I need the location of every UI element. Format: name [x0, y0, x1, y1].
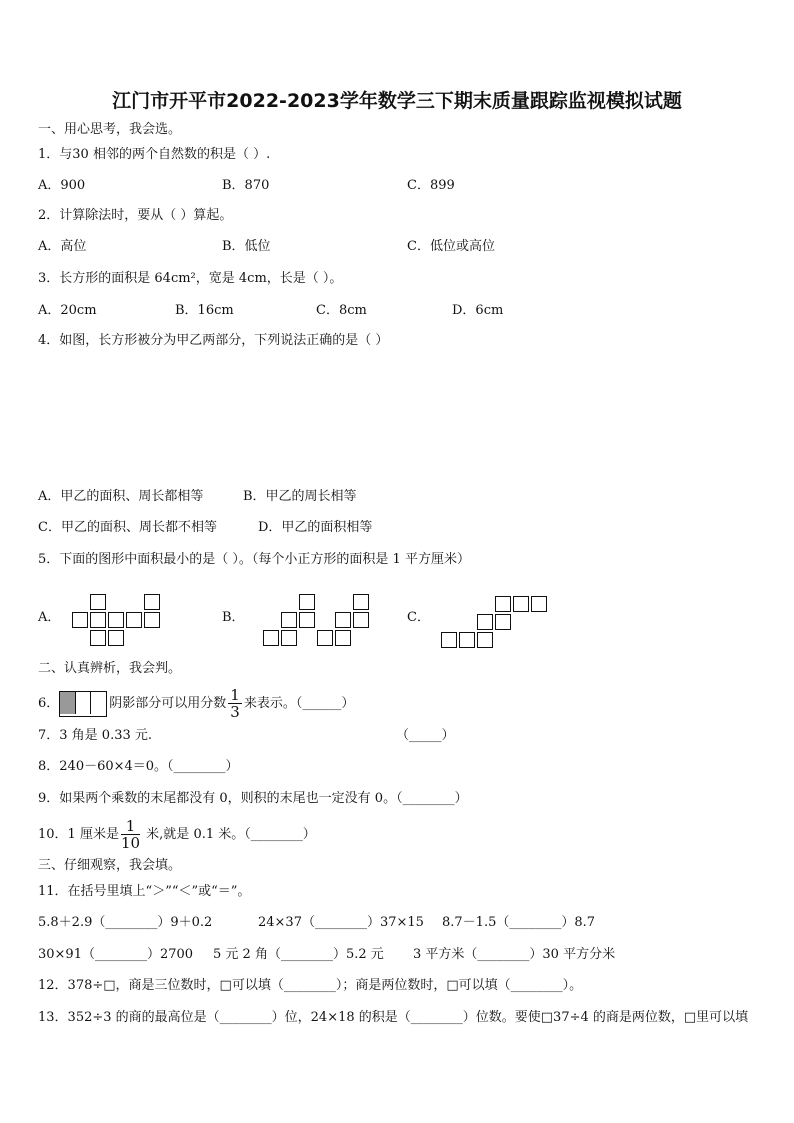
q4-option-c: C．甲乙的面积、周长都不相等 — [38, 520, 217, 535]
question-11: 11．在括号里填上“＞”“＜”或“＝”。 — [38, 884, 251, 899]
q5-option-c: C． — [407, 610, 430, 625]
question-4: 4．如图，长方形被分为甲乙两部分，下列说法正确的是（ ） — [38, 333, 389, 348]
question-6 — [38, 687, 354, 720]
q6-shaded-bar-figure — [59, 691, 107, 717]
q10-fraction: $\frac{1}{10}$ — [120, 817, 141, 852]
q11-item-2: 24×37（________）37×15 — [258, 915, 424, 930]
q11-item-4: 30×91（________）2700 — [38, 947, 194, 962]
q10-text-post: 米,就是 0.1 米。（________） — [142, 827, 316, 842]
q5-option-b: B． — [222, 610, 245, 625]
q10-text-pre: 10．1 厘米是 — [38, 827, 119, 842]
question-8: 8．240－60×4＝0。（________） — [38, 759, 239, 774]
q1-option-a: A．900 — [38, 178, 86, 193]
question-12: 12．378÷□，商是三位数时，□可以填（________）；商是两位数时，□可以填（________）。 — [38, 978, 583, 993]
q1-option-b: B．870 — [222, 178, 270, 193]
q6-number: 6． — [38, 696, 60, 711]
q11-item-1: 5.8＋2.9（________）9＋0.2 — [38, 915, 213, 930]
q3-option-b: B．16cm — [175, 303, 234, 318]
q3-option-a: A．20cm — [38, 303, 97, 318]
q4-option-a: A．甲乙的面积、周长都相等 — [38, 489, 204, 504]
section-heading-1: 一、用心思考，我会选。 — [38, 122, 182, 137]
section-heading-2: 二、认真辨析，我会判。 — [38, 661, 182, 676]
page-title: 江门市开平市2022-2023学年数学三下期末质量跟踪监视模拟试题 — [112, 90, 682, 112]
q6-text-pre: 阴影部分可以用分数 — [109, 696, 227, 711]
q2-option-a: A．高位 — [38, 239, 87, 254]
q2-option-c: C．低位或高位 — [407, 239, 495, 254]
question-10 — [38, 818, 316, 852]
q11-item-5: 5 元 2 角（________）5.2 元 — [213, 947, 384, 962]
q11-item-3: 8.7－1.5（________）8.7 — [442, 915, 596, 930]
q6-fraction: $\frac{1}{3}$ — [230, 686, 240, 721]
q6-text-post: 来表示。（______） — [243, 696, 355, 711]
question-9: 9．如果两个乘数的末尾都没有 0，则积的末尾也一定没有 0。（________） — [38, 791, 468, 806]
question-5: 5．下面的图形中面积最小的是（ ）。（每个小正方形的面积是 1 平方厘米） — [38, 552, 470, 567]
section-heading-3: 三、仔细观察，我会填。 — [38, 858, 182, 873]
q2-option-b: B．低位 — [222, 239, 271, 254]
q7-answer-blank: （_____） — [396, 728, 455, 743]
q5-option-a: A． — [38, 610, 61, 625]
question-13: 13．352÷3 的商的最高位是（________）位，24×18 的积是（________）位数。要使□37÷4 的商是两位数，□里可以填 — [38, 1010, 749, 1025]
q3-option-d: D．6cm — [452, 303, 504, 318]
question-1: 1．与30 相邻的两个自然数的积是（ ）. — [38, 147, 271, 162]
q11-item-6: 3 平方米（________）30 平方分米 — [413, 947, 616, 962]
question-7: 7．3 角是 0.33 元. — [38, 728, 153, 743]
q1-option-c: C．899 — [407, 178, 455, 193]
question-3: 3．长方形的面积是 64cm²，宽是 4cm，长是（ ）。 — [38, 271, 343, 286]
q4-option-d: D．甲乙的面积相等 — [258, 520, 373, 535]
question-2: 2．计算除法时，要从（ ）算起。 — [38, 208, 233, 223]
q3-option-c: C．8cm — [316, 303, 367, 318]
q4-option-b: B．甲乙的周长相等 — [243, 489, 357, 504]
